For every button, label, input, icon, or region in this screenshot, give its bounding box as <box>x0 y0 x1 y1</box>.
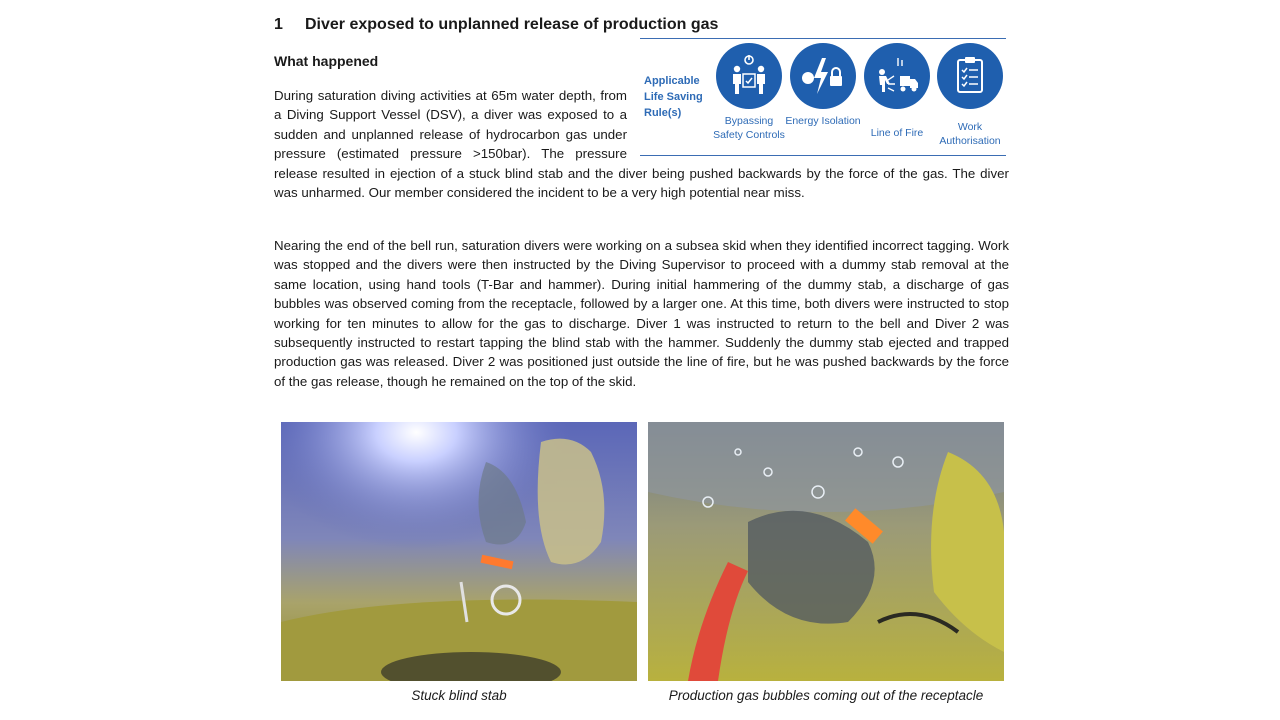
rule-label: Line of Fire <box>870 127 924 139</box>
paragraph-summary-text: During saturation diving activities at 65m water depth, from a Diving Support Vessel (DSV), a diver was exposed to a sudden and unplanned release of hydrocarbon gas under pressure (estimated pressure >150bar). The pressure release resulted in ejection of a stuck blind stab and the diver being pushed backwards by the force of the gas. The diver was unharmed. Our member considered the incident to be a very high potential near miss. <box>274 88 1009 201</box>
energy-isolation-icon <box>790 43 856 109</box>
rule-label: Work Authorisation <box>939 121 1001 147</box>
paragraph-details: Nearing the end of the bell run, saturation divers were working on a subsea skid when they identified incorrect tagging. Work was stopped and the divers were then instructed by the Diving Supervisor to proceed with a dummy stab removal at the same location, using hand tools (T-Bar and hammer). During initial hammering of the dummy stab, a discharge of gas bubbles was observed coming from the receptacle, followed by a larger one. At this time, both divers were instructed to stop working for ten minutes to allow for the gas to discharge. Diver 1 was instructed to return to the bell and Diver 2 was subsequently instructed to restart tapping the blind stab with the hammer. Suddenly the dummy stab ejected and trapped production gas was released. Diver 2 was positioned just outside the line of fire, but he was pushed backwards by the force of the gas release, though he remained on the top of the skid. <box>274 238 1009 389</box>
rule-label: Energy Isolation <box>785 115 861 127</box>
photo-gas-bubbles <box>648 422 1004 681</box>
photo-caption-stuck-blind-stab: Stuck blind stab <box>411 688 507 703</box>
rule-bypassing-safety-controls <box>709 43 789 142</box>
rule-line-of-fire <box>857 43 937 141</box>
life-saving-rules-panel <box>640 38 1006 156</box>
section-title: Diver exposed to unplanned release of production gas <box>305 16 719 33</box>
bypassing-safety-controls-icon <box>716 43 782 109</box>
rule-label: Bypassing Safety Controls <box>713 115 785 141</box>
life-saving-rules-title: Applicable Life Saving Rule(s) <box>644 75 703 119</box>
section-number: 1 <box>274 16 283 33</box>
subheading-what-happened: What happened <box>274 53 379 69</box>
section-heading <box>274 16 718 34</box>
photo-stuck-blind-stab <box>281 422 637 681</box>
photo-caption-gas-bubbles: Production gas bubbles coming out of the receptacle <box>668 688 984 703</box>
rule-work-authorisation <box>930 43 1010 148</box>
rule-energy-isolation <box>783 43 863 129</box>
work-authorisation-icon <box>937 43 1003 109</box>
line-of-fire-icon <box>864 43 930 109</box>
